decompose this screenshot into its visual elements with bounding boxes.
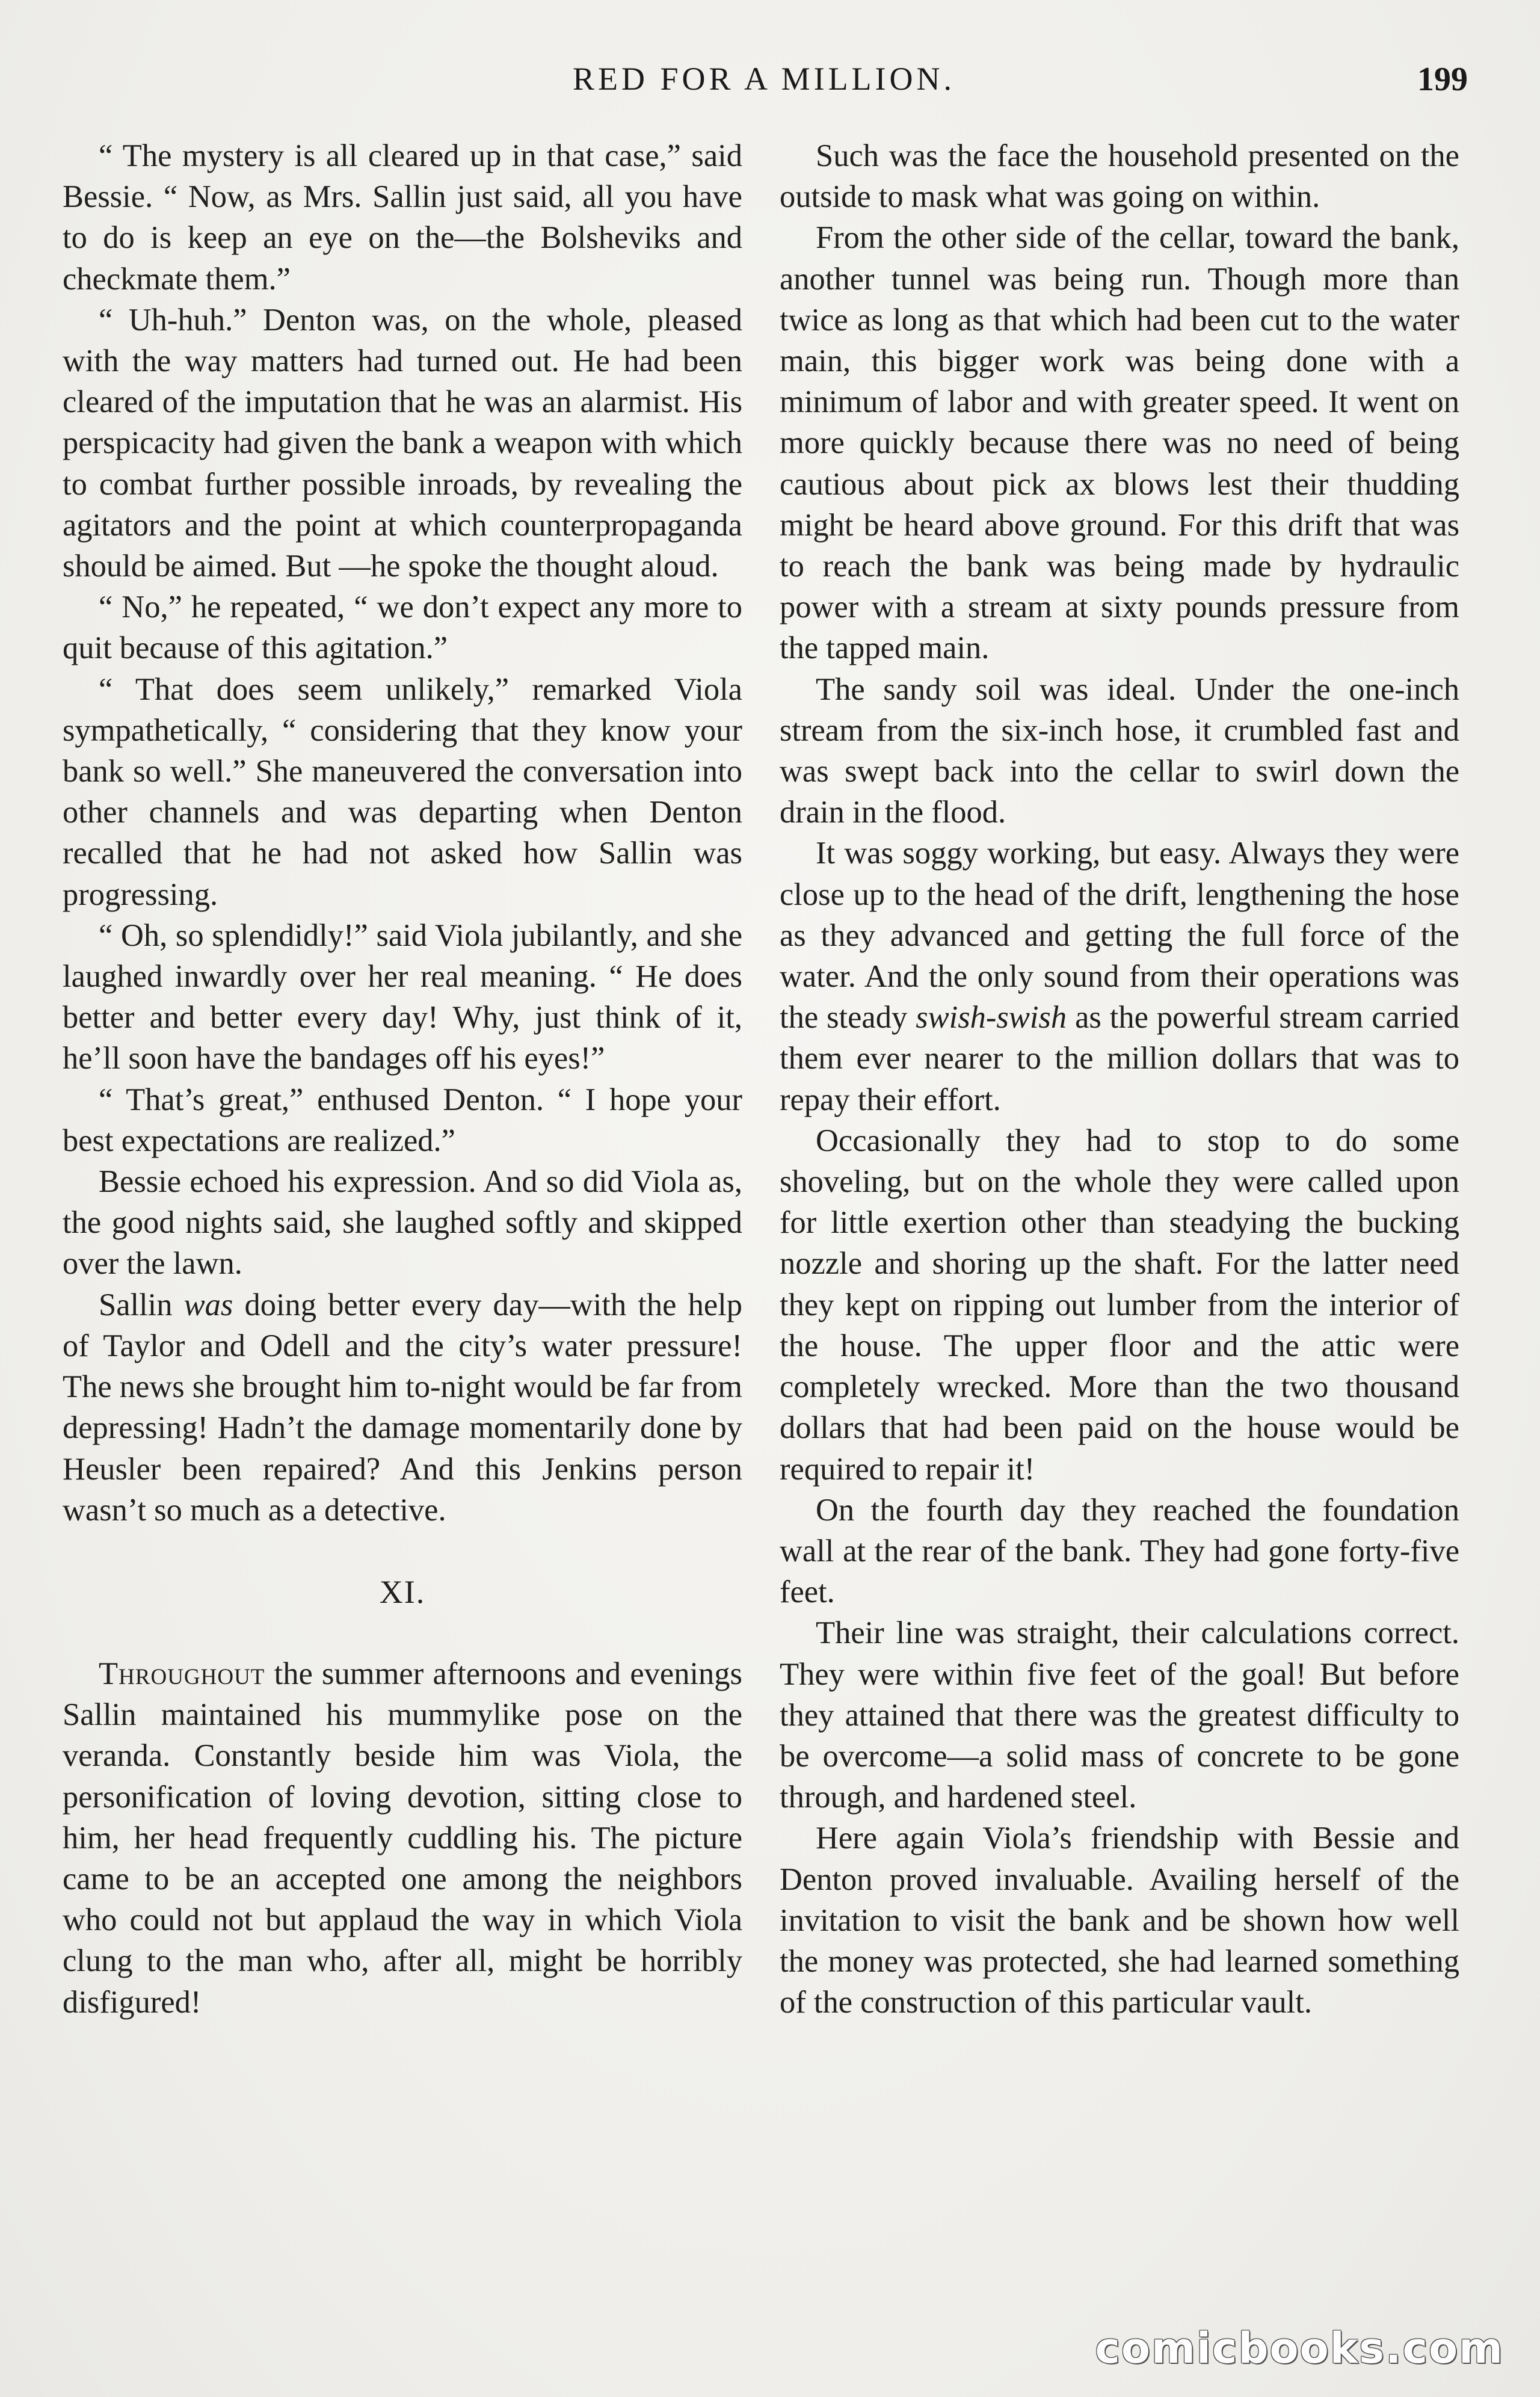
emphasis: swish-swish <box>916 1000 1067 1035</box>
paragraph <box>63 1653 742 2023</box>
text-run: as the powerful stream carried them ever nearer to the million dollars that was to repay their effort. <box>780 1000 1459 1117</box>
text-run: It was soggy working, but easy. Always they were close up to the head of the drift, lengthening the hose as they advanced and getting the full force of the water. And the only sound from their operations was the steady <box>780 836 1459 1035</box>
paragraph <box>63 1285 742 1531</box>
page-number: 199 <box>1417 61 1468 98</box>
paragraph: “ That does seem unlikely,” remarked Viola sympathetically, “ considering that they know your bank so well.” She maneuvered the conversation into other channels and was departing when Denton recalled that he had not asked how Sallin was progressing. <box>63 671 742 912</box>
paragraph: Bessie echoed his expression. And so did Viola as, the good nights said, she laughed softly and skipped over the lawn. <box>63 1164 742 1282</box>
lead-in-smallcaps: Throughout <box>99 1656 265 1691</box>
paragraph: On the fourth day they reached the foundation wall at the rear of the bank. They had gone forty-five feet. <box>780 1492 1459 1610</box>
right-column <box>780 135 1459 2023</box>
paragraph: From the other side of the cellar, toward the bank, another tunnel was being run. Though more than twice as long as that which had been cut to the water main, this bigger work was being done with a minimum of labor and with greater speed. It went on more quickly because there was no need of being cautious about pick ax blows lest their thudding might be heard above ground. For this drift that was to reach the bank was being made by hydraulic power with a stream at sixty pounds pressure from the tapped main. <box>780 220 1459 666</box>
watermark: comicbooks.com <box>1095 2324 1504 2373</box>
emphasis: was <box>183 1287 233 1322</box>
paragraph: “ No,” he repeated, “ we don’t expect any more to quit because of this agitation.” <box>63 590 742 666</box>
left-column <box>63 135 742 2023</box>
text-run: the summer afternoons and evenings Sallin maintained his mummylike pose on the veranda. Constantly beside him was Viola, the personification of loving devotion, sitting close to him, her head frequently cuddling his. The picture came to be an accepted one among the neighbors who could not but applaud the way in which Viola clung to the man who, after all, might be horribly disfigured! <box>63 1656 742 2020</box>
paragraph: Such was the face the household presented on the outside to mask what was going on within. <box>780 138 1459 215</box>
chapter-heading: XI. <box>379 1573 426 1610</box>
paragraph: “ Oh, so splendidly!” said Viola jubilantly, and she laughed inwardly over her real meaning. “ He does better and better every day! Why, just think of it, he’ll soon have the bandages off his eyes!” <box>63 918 742 1076</box>
running-title: RED FOR A MILLION. <box>572 61 956 97</box>
paragraph: “ The mystery is all cleared up in that case,” said Bessie. “ Now, as Mrs. Sallin just said, all you have to do is keep an eye on the—the Bolsheviks and checkmate them.” <box>63 138 742 297</box>
paragraph: The sandy soil was ideal. Under the one-inch stream from the six-inch hose, it crumbled fast and was swept back into the cellar to swirl down the drain in the flood. <box>780 671 1459 830</box>
paragraph: “ That’s great,” enthused Denton. “ I hope your best expectations are realized.” <box>63 1082 742 1158</box>
paragraph: Their line was straight, their calculations correct. They were within five feet of the goal! But before they attained that there was the greatest difficulty to be overcome—a solid mass of concrete to be gone through, and hardened steel. <box>780 1615 1459 1815</box>
running-header <box>60 60 1468 108</box>
paragraph: Occasionally they had to stop to do some shoveling, but on the whole they were called upon for little exertion other than steadying the bucking nozzle and shoring up the shaft. For the latter need they kept on ripping out lumber from the interior of the house. The upper floor and the attic were completely wrecked. More than the two thousand dollars that had been paid on the house would be required to repair it! <box>780 1123 1459 1487</box>
paragraph: Here again Viola’s friendship with Bessie and Denton proved invaluable. Availing herself of the invitation to visit the bank and be shown how well the money was protected, she had learned something of the construction of this particular vault. <box>780 1821 1459 2020</box>
paragraph <box>780 833 1459 1120</box>
paragraph: “ Uh-huh.” Denton was, on the whole, pleased with the way matters had turned out. He had been cleared of the imputation that he was an alarmist. His perspicacity had given the bank a weapon with which to combat further possible inroads, by revealing the agitators and the point at which counterpropaganda should be aimed. But —he spoke the thought aloud. <box>63 302 742 584</box>
text-run: Sallin <box>99 1287 184 1322</box>
text-run: doing better every day—with the help of Taylor and Odell and the city’s water pressure! The news she brought him to-night would be far from depressing! Hadn’t the damage momentarily done by Heusler been repaired? And this Jenkins person wasn’t so much as a detective. <box>63 1287 742 1528</box>
